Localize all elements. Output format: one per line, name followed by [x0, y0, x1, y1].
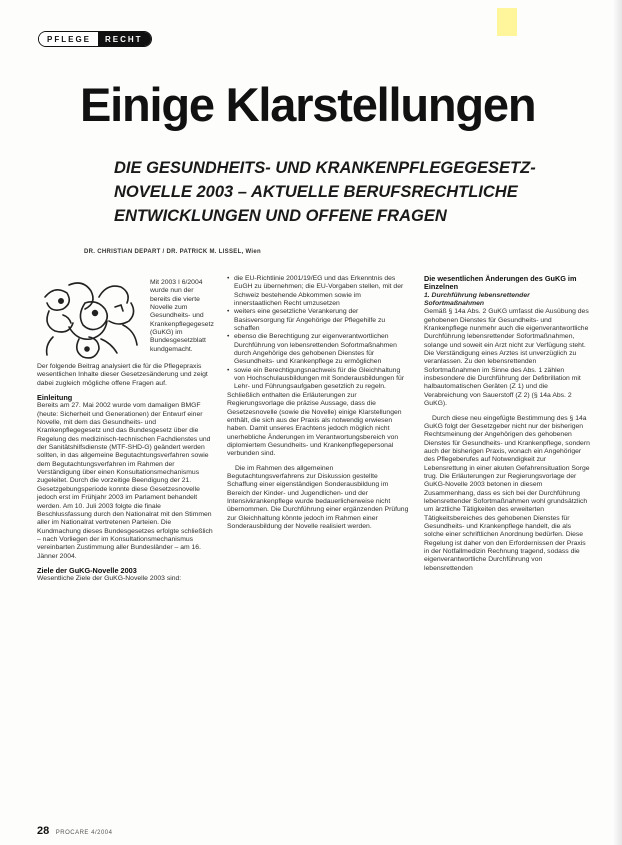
heading-ziele: Ziele der GuKG-Novelle 2003 — [37, 565, 137, 575]
subheading-sofortmassnahmen: 1. Durchführung lebensrettender Sofortmaßnahmen — [424, 291, 530, 308]
col2-paragraph-2: Die im Rahmen des allgemeinen Begutachtungsverfahrens zur Diskussion gestellte Schaffung einer eigenständigen Sonderausbildung im Bereich der Kinder- und Jugendlichen- und der Intensivkrankenpflege wurde bedauerlicherweise nicht übernommen. Die Durchführung einer ergänzenden Prüfung zur Gleichhaltung könnte jedoch im Rahmen einer Sonderausbildung der Novelle realisiert werden. — [227, 464, 409, 530]
subtitle-line-3: ENTWICKLUNGEN UND OFFENE FRAGEN — [114, 207, 447, 225]
article-authors: DR. CHRISTIAN DEPART / DR. PATRICK M. LISSEL, Wien — [84, 249, 261, 255]
ziele-bullet-list — [227, 275, 410, 392]
subtitle-line-2: NOVELLE 2003 – AKTUELLE BERUFSRECHTLICHE — [114, 183, 518, 201]
scan-edge-shadow — [612, 0, 622, 845]
intro-paragraph: Der folgende Beitrag analysiert die für die Pflegepraxis wesentlichen Inhalte dieser Gesetzesänderung und zeigt dabei zugleich mögliche offene Fragen auf. — [37, 363, 208, 387]
list-item: • weiters eine gesetzliche Verankerung der Basisversorgung für Angehörige der Pflegehilfe zu schaffen — [227, 308, 410, 333]
heading-einleitung: Einleitung — [37, 393, 73, 403]
heading-aenderungen: Die wesentlichen Änderungen des GuKG im Einzelnen — [424, 274, 577, 292]
section-tag-recht: RECHT — [98, 32, 151, 46]
sticky-note-tab — [497, 8, 517, 36]
article-subtitle — [114, 156, 584, 228]
col2-paragraph-1: Schließlich enthalten die Erläuterungen zur Regierungsvorlage die präzise Aussage, dass die Gesetzesnovelle (sowie die Novelle) einige Klarstellungen enthält, die sich aus der Praxis als notwendig erwiesen haben. Damit unseres Erachtens jedoch möglich nicht unerhebliche Änderungen im Verantwortungsbereich von diplomiertem Gesundheits- und Krankenpflegepersonal verbunden sind. — [227, 391, 402, 458]
col2-body — [227, 275, 410, 537]
section-tag — [38, 31, 152, 47]
einleitung-paragraph: Bereits am 27. Mai 2002 wurde vom damaligen BMGF (heute: Sicherheit und Generationen) der Entwurf einer Novelle, mit dem das Gesundheits- und Krankenpflegegesetz und das Bundesgesetz über die Regelung des medizinisch-technischen Fachdienstes und der Sanitätshilfsdienste (MTF-SHD-G) geändert werden sollten, in das allgemeine Begutachtungsverfahren sowie dem Begutachtungsverfahren im Rahmen der Verständigung über einen Konsultationsmechanismus zugeleitet. Durch die vorzeitige Beendigung der 21. Gesetzgebungsperiode konnte diese Gesetzesnovelle jedoch erst im Frühjahr 2003 im Parlament behandelt werden. Am 10. Juli 2003 folgte die finale Beschlussfassung durch den Nationalrat mit den Stimmen aller im Nationalrat vertretenen Parteien. Die Kundmachung dieses Bundesgesetzes erfolgte schließlich – nach Vorliegen der im Konsultationsmechanismus vereinbarten Zustimmung aller Bundesländer – am 16. Jänner 2004. — [37, 402, 213, 560]
list-item: • sowie ein Berechtigungsnachweis für die Gleichhaltung von Hochschulausbildungen mit Sonderausbildungen für Lehr- und Führungsaufgaben gesetzlich zu regeln. — [227, 367, 410, 392]
list-item: • ebenso die Berechtigung zur eigenverantwortlichen Durchführung von lebensrettenden Sofortmaßnahmen durch Angehörige des gehobenen Dienstes für Gesundheits- und Krankenpflege zu ermöglichen — [227, 333, 410, 366]
list-item: • die EU-Richtlinie 2001/19/EG und das Erkenntnis des EuGH zu übernehmen; die EU-Vorgaben stellen, mit der Schweiz bestehende Abkommen sowie im innerstaatlichen Recht umzusetzen — [227, 275, 410, 308]
magazine-name: PROCARE 4/2004 — [55, 830, 113, 836]
decorative-illustration — [39, 277, 147, 363]
col3-body — [424, 275, 590, 579]
col3-paragraph-2: Durch diese neu eingefügte Bestimmung des § 14a GuKG folgt der Gesetzgeber nicht nur der bisherigen Rechtsmeinung der Angehörigen des gehobenen Dienstes für Gesundheits- und Krankenpflege, sondern auch der bisherigen Praxis, wonach ein Angehöriger des Pflegeberufes auf Notwendigkeit zur Lebensrettung in einer akuten Gefahrensituation Sorge trug. Die Erläuterungen zur Regierungsvorlage der GuKG-Novelle 2003 betonen in diesem Zusammenhang, dass es sich bei der Durchführung lebensrettender Sofortmaßnahmen wohl grundsätzlich um ärztliche Tätigkeiten des erweiterten Tätigkeitsbereiches des gehobenen Dienstes für Gesundheits- und Krankenpflege handelt, die als solche einer schriftlichen Anordnung bedürfen. Diese Regelung ist daher von den Erfordernissen der Praxis in der Notfallmedizin Rechnung tragend, sodass die eigenverantwortliche Durchführung von lebensrettenden — [424, 414, 590, 572]
col3-paragraph-1: Gemäß § 14a Abs. 2 GuKG umfasst die Ausübung des gehobenen Dienstes für Gesundheits- und Krankenpflege nunmehr auch die eigenverantwortliche Durchführung lebensrettender Sofortmaßnahmen, solange und soweit ein Arzt nicht zur Verfügung steht. Die Verständigung eines Arztes ist unverzüglich zu veranlassen. Zu den lebensrettenden Sofortmaßnahmen im Sinne des Abs. 1 zählen insbesondere die Durchführung der Defibrillation mit halbautomatischen Geräten (Z 1) und die Verabreichung von Sauerstoff (Z 2) (§ 14a Abs. 2 GuKG). — [424, 308, 589, 408]
article-title: Einige Klarstellungen — [80, 78, 536, 131]
intro-text-right: Mit 2003 I 6/2004 wurde nun der bereits die vierte Novelle zum Gesundheits- und Krankenpflegegesetz (GuKG) im Bundesgesetzblatt kundgemacht. — [150, 279, 214, 353]
col1-body — [37, 363, 213, 590]
section-tag-pflege: PFLEGE — [39, 32, 98, 46]
page-footer — [37, 825, 112, 837]
subtitle-line-1: DIE GESUNDHEITS- UND KRANKENPFLEGEGESETZ- — [114, 159, 536, 177]
ziele-paragraph: Wesentliche Ziele der GuKG-Novelle 2003 sind: — [37, 575, 182, 583]
page-number: 28 — [37, 825, 50, 837]
